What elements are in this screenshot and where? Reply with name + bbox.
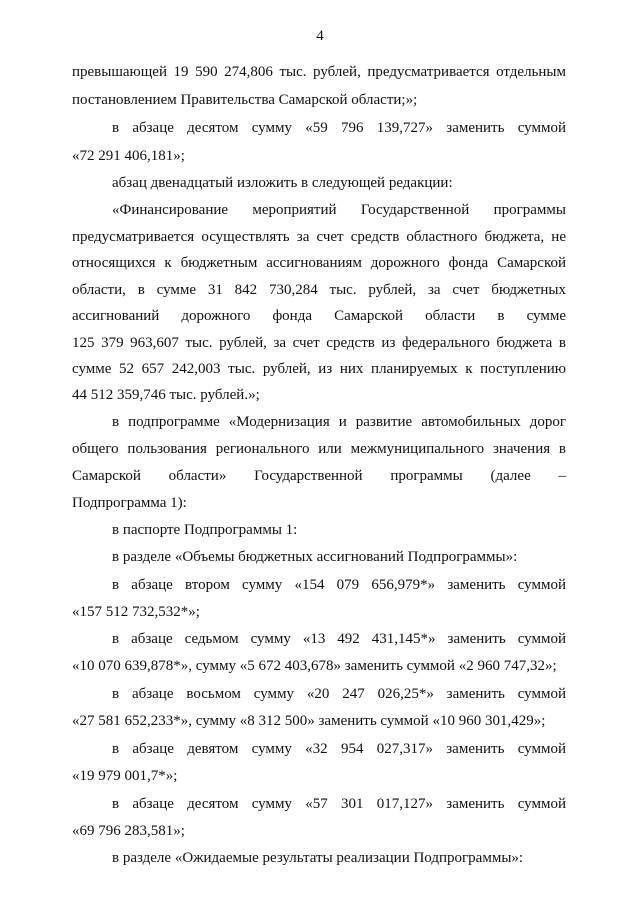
text-line: постановлением Правительства Самарской области;»;	[72, 92, 418, 108]
text-line: «157 512 732,532*»;	[72, 604, 200, 620]
text-line: в абзаце девятом сумму «32 954 027,317» заменить суммой	[112, 741, 566, 757]
text-line: ассигнований дорожного фонда Самарской области в сумме	[72, 308, 566, 324]
text-line: превышающей 19 590 274,806 тыс. рублей, предусматривается отдельным	[72, 64, 566, 80]
text-line: в подпрограмме «Модернизация и развитие автомобильных дорог	[112, 414, 566, 430]
text-line: в разделе «Ожидаемые результаты реализации Подпрограммы»:	[112, 850, 524, 866]
text-line: абзац двенадцатый изложить в следующей редакции:	[112, 175, 453, 191]
text-line: в абзаце седьмом сумму «13 492 431,145*» заменить суммой	[112, 631, 566, 647]
text-line: 44 512 359,746 тыс. рублей.»;	[72, 387, 260, 403]
text-line: 125 379 963,607 тыс. рублей, за счет средств из федерального бюджета в	[72, 335, 566, 351]
text-line: относящихся к бюджетным ассигнованиям дорожного фонда Самарской	[72, 255, 566, 271]
text-line: в абзаце восьмом сумму «20 247 026,25*» заменить суммой	[112, 686, 566, 702]
text-line: общего пользования регионального или межмуниципального значения в	[72, 441, 566, 457]
text-line: Самарской области» Государственной программы (далее –	[72, 468, 566, 484]
text-line: предусматривается осуществлять за счет средств областного бюджета, не	[72, 229, 566, 245]
text-line: области, в сумме 31 842 730,284 тыс. рублей, за счет бюджетных	[72, 282, 566, 298]
text-line: «69 796 283,581»;	[72, 823, 185, 839]
text-line: «72 291 406,181»;	[72, 148, 185, 164]
text-line: «Финансирование мероприятий Государственной программы	[112, 202, 566, 218]
text-line: «19 979 001,7*»;	[72, 768, 178, 784]
text-line: в абзаце втором сумму «154 079 656,979*» заменить суммой	[112, 577, 566, 593]
text-line: в разделе «Объемы бюджетных ассигнований Подпрограммы»:	[112, 549, 518, 565]
text-line: «27 581 652,233*», сумму «8 312 500» заменить суммой «10 960 301,429»;	[72, 713, 546, 729]
page-number: 4	[316, 28, 324, 44]
text-line: в абзаце десятом сумму «59 796 139,727» заменить суммой	[112, 120, 566, 136]
text-line: «10 070 639,878*», сумму «5 672 403,678» заменить суммой «2 960 747,32»;	[72, 658, 557, 674]
text-line: в абзаце десятом сумму «57 301 017,127» заменить суммой	[112, 796, 566, 812]
text-line: сумме 52 657 242,003 тыс. рублей, из них планируемых к поступлению	[72, 361, 566, 377]
text-line: в паспорте Подпрограммы 1:	[112, 522, 298, 538]
text-line: Подпрограмма 1):	[72, 495, 187, 511]
